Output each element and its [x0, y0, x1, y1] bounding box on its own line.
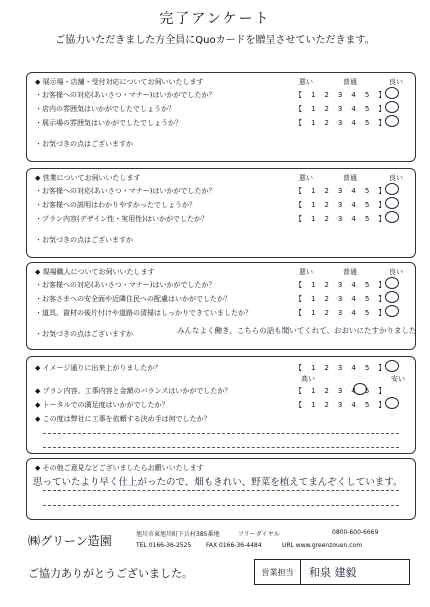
rating-circle	[385, 291, 399, 303]
rating-scale: 【 1 2 3 4 5 】	[295, 281, 387, 289]
question: ・お客様への対応(あいさつ・マナー)はいかがでしたか？	[35, 281, 216, 289]
question: ◆ イメージ通りに出来上がりましたか？	[35, 364, 162, 372]
rating-circle	[385, 115, 399, 127]
scale-label-bad: 悪い	[299, 78, 313, 86]
section-heading: ◆ その他ご意見などございましたらお願いいたします	[35, 464, 204, 472]
handwritten-comment: 思っていたより早く仕上がったので、畑もきれい、野菜を植えてまんぞくしています。	[33, 477, 403, 488]
rating-circle	[385, 101, 399, 113]
question: ・店内の雰囲気はいかがでしたでしょうか？	[35, 105, 175, 113]
handwritten-comment: みんなよく働き、こちらの話も聞いてくれて、おおいにたすかりました	[177, 326, 417, 335]
answer-line	[43, 447, 399, 448]
tel-number: TEL 0166-36-2525	[136, 542, 192, 549]
question: ◆ トータルでの満足度はいかがでしたか？	[35, 401, 169, 409]
question: ・展示場の雰囲気はいかがでしたでしょうか？	[35, 119, 182, 127]
rating-circle	[385, 305, 399, 317]
rating-circle	[385, 360, 399, 372]
scale-label-normal: 普通	[343, 268, 357, 276]
rating-scale: 【 1 2 3 4 5 】	[295, 201, 387, 209]
company-address: 旭川市東旭川町下兵村385番地	[136, 531, 220, 538]
section-sales	[26, 168, 416, 258]
question: ・道具、資材の後片付けや道路の清掃はしっかりできていましたか？	[35, 309, 252, 317]
rating-circle	[353, 383, 367, 395]
question: ◆ プラン内容、工事内容と金額のバランスはいかがでしたか？	[35, 387, 232, 395]
scale-label-bad: 悪い	[299, 174, 313, 182]
answer-line	[43, 490, 399, 491]
section-other-opinions	[26, 458, 416, 520]
section-reception	[26, 72, 416, 162]
rating-scale: 【 1 2 3 4 5 】	[295, 187, 387, 195]
rating-scale: 【 1 2 3 4 5 】	[295, 387, 387, 395]
question: ・お客さまへの安全面や近隣住民への配慮はいかがでしたか？	[35, 295, 231, 303]
comment-prompt: ・お気づきの点はございますか	[35, 236, 133, 244]
survey-subtitle: ご協力いただきました方全員にQuoカードを贈呈させていただきます。	[55, 35, 375, 46]
question: ・お客様への対応(あいさつ・マナー)はいかがでしたか？	[35, 187, 216, 195]
scale-label-good: 良い	[389, 268, 403, 276]
survey-title: 完了アンケート	[159, 11, 271, 27]
section-heading: ◆ 展示場・店舗・受付対応についてお伺いいたします	[35, 78, 204, 86]
rating-scale: 【 1 2 3 4 5 】	[295, 119, 387, 127]
section-craftsmen	[26, 262, 416, 350]
answer-line	[43, 433, 399, 434]
section-overall	[26, 356, 416, 454]
rating-circle	[385, 197, 399, 209]
scale-label-high: 高い	[301, 375, 315, 383]
fax-number: FAX 0166-36-4484	[206, 542, 262, 549]
rating-circle	[385, 211, 399, 223]
answer-line	[43, 505, 399, 506]
website-url: URL www.greenzouen.com	[282, 542, 363, 549]
freedial-label: フリーダイヤル	[238, 531, 280, 538]
rating-scale: 【 1 2 3 4 5 】	[295, 215, 387, 223]
rating-scale: 【 1 2 3 4 5 】	[295, 309, 387, 317]
rating-circle	[385, 87, 399, 99]
freedial-number: 0800-600-6669	[332, 529, 379, 536]
scale-label-good: 良い	[389, 78, 403, 86]
rating-scale: 【 1 2 3 4 5 】	[295, 91, 387, 99]
company-name: ㈱グリーン造園	[28, 534, 112, 548]
rating-circle	[385, 277, 399, 289]
thanks-message: ご協力ありがとうございました。	[28, 567, 193, 580]
section-heading: ◆ 営業についてお伺いいたします	[35, 174, 141, 182]
rating-scale: 【 1 2 3 4 5 】	[295, 295, 387, 303]
staff-label: 営業担当	[255, 560, 301, 584]
staff-name: 和泉 建毅	[309, 566, 357, 579]
rating-circle	[385, 183, 399, 195]
rating-scale: 【 1 2 3 4 5 】	[295, 105, 387, 113]
rating-scale: 【 1 2 3 4 5 】	[295, 364, 387, 372]
scale-label-good: 良い	[389, 174, 403, 182]
rating-circle	[385, 397, 399, 409]
scale-label-bad: 悪い	[299, 268, 313, 276]
question: ・お客様への対応(あいさつ・マナー)はいかがでしたか？	[35, 91, 216, 99]
question: ・お客様への説明はわかりやすかったでしょうか？	[35, 201, 196, 209]
scale-label-normal: 普通	[343, 78, 357, 86]
staff-box	[254, 559, 410, 585]
scale-label-normal: 普通	[343, 174, 357, 182]
comment-prompt: ・お気づきの点はございますか	[35, 140, 133, 148]
question: ・プラン内容(デザイン性・実用性)はいかがでしたか？	[35, 215, 208, 223]
question: ◆ この度は弊社に工事を依頼する決め手は何でしたか？	[35, 415, 211, 423]
section-heading: ◆ 現場職人についてお伺いいたします	[35, 268, 155, 276]
comment-prompt: ・お気づきの点はございますか	[35, 330, 133, 338]
rating-scale: 【 1 2 3 4 5 】	[295, 401, 387, 409]
scale-label-cheap: 安い	[391, 375, 405, 383]
